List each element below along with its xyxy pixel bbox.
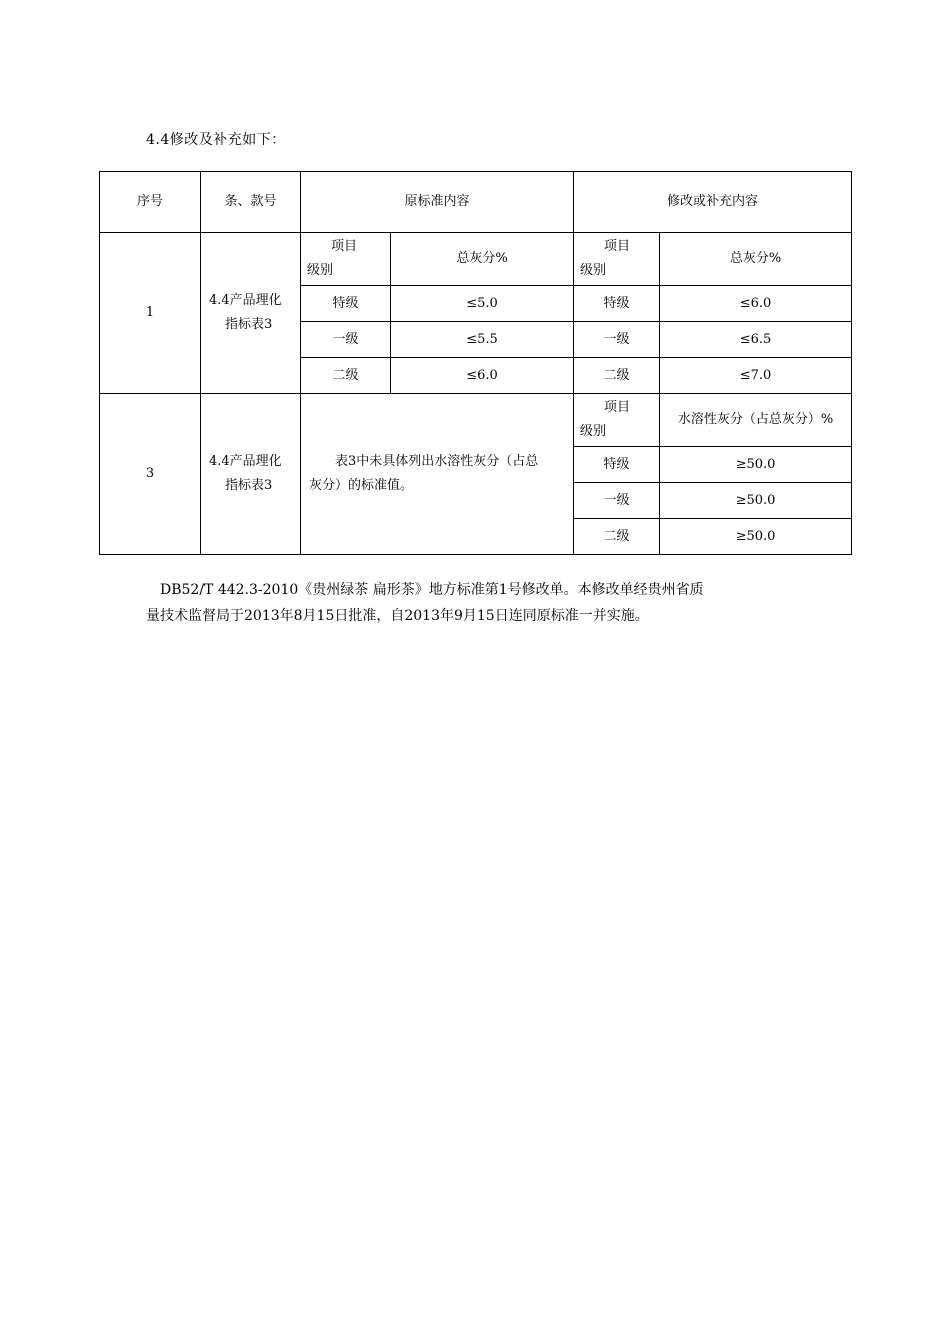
row2-seq: 3 <box>100 394 201 555</box>
row1-seq: 1 <box>100 233 201 394</box>
table-row <box>100 394 852 447</box>
footer-note <box>146 577 816 629</box>
row1-rev-indicator: 总灰分% <box>660 233 852 286</box>
header-row <box>100 172 852 233</box>
row1-orig-value: ≤5.5 <box>391 322 574 358</box>
row1-orig-item-grade <box>301 233 391 286</box>
row1-orig-value: ≤6.0 <box>391 358 574 394</box>
item-label: 项目 <box>604 400 631 415</box>
row2-orig-text-line2: 灰分）的标准值。 <box>309 478 414 493</box>
row1-grade: 一级 <box>301 322 391 358</box>
row2-clause <box>201 394 301 555</box>
header-seq: 序号 <box>100 172 201 233</box>
row1-grade: 二级 <box>301 358 391 394</box>
row2-rev-grade: 一级 <box>574 483 660 519</box>
row1-rev-item-grade <box>574 233 660 286</box>
row2-rev-item-grade <box>574 394 660 447</box>
grade-label: 级别 <box>307 263 334 278</box>
row1-clause-line2: 指标表3 <box>225 317 273 332</box>
item-label: 项目 <box>331 239 358 254</box>
row2-orig-text-line1: 表3中未具体列出水溶性灰分（占总 <box>335 454 539 469</box>
row1-rev-grade: 二级 <box>574 358 660 394</box>
row2-rev-value: ≥50.0 <box>660 447 852 483</box>
footer-line1: DB52/T 442.3-2010《贵州绿茶 扁形茶》地方标准第1号修改单。本修改单经贵州省质 <box>160 582 704 598</box>
grade-label: 级别 <box>580 424 607 439</box>
row1-rev-grade: 一级 <box>574 322 660 358</box>
grade-label: 级别 <box>580 263 607 278</box>
row2-orig-text <box>301 394 574 555</box>
amendment-table <box>99 171 852 555</box>
row2-rev-indicator: 水溶性灰分（占总灰分）% <box>660 394 852 447</box>
footer-line2: 量技术监督局于2013年8月15日批准，自2013年9月15日连同原标准一并实施。 <box>146 608 649 624</box>
row1-rev-value: ≤7.0 <box>660 358 852 394</box>
row1-rev-value: ≤6.0 <box>660 286 852 322</box>
row2-clause-line2: 指标表3 <box>225 478 273 493</box>
row1-orig-value: ≤5.0 <box>391 286 574 322</box>
row1-rev-value: ≤6.5 <box>660 322 852 358</box>
header-clause: 条、款号 <box>201 172 301 233</box>
row1-orig-indicator: 总灰分% <box>391 233 574 286</box>
row2-rev-grade: 特级 <box>574 447 660 483</box>
row2-rev-value: ≥50.0 <box>660 483 852 519</box>
row1-clause <box>201 233 301 394</box>
row1-clause-line1: 4.4产品理化 <box>209 293 282 308</box>
item-label: 项目 <box>604 239 631 254</box>
row2-clause-line1: 4.4产品理化 <box>209 454 282 469</box>
row2-rev-value: ≥50.0 <box>660 519 852 555</box>
header-original: 原标准内容 <box>301 172 574 233</box>
row1-rev-grade: 特级 <box>574 286 660 322</box>
section-heading: 4.4修改及补充如下： <box>146 132 286 148</box>
row2-rev-grade: 二级 <box>574 519 660 555</box>
header-revised: 修改或补充内容 <box>574 172 852 233</box>
row1-grade: 特级 <box>301 286 391 322</box>
table-row <box>100 233 852 286</box>
